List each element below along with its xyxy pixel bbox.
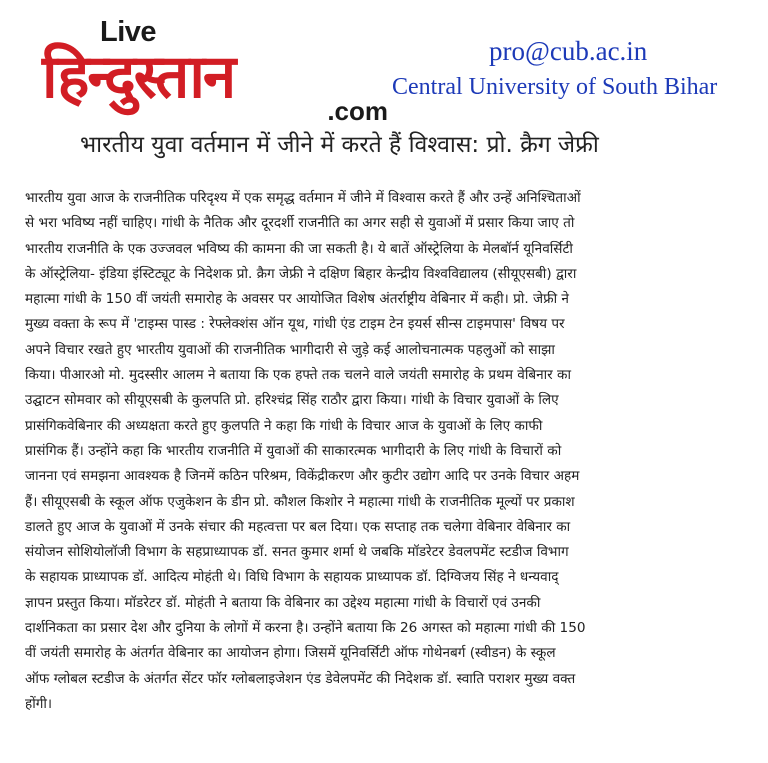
article-line: हैं। सीयूएसबी के स्कूल ऑफ एजुकेशन के डीन प्रो. कौशल किशोर ने महात्मा गांधी के राजनीतिक मूल्यों पर प्रकाश: [25, 493, 575, 510]
article-line: डालते हुए आज के युवाओं में उनके संचार की महत्वत्ता पर बल दिया। एक सप्ताह तक चलेगा वेबिनार वेबिनार का: [25, 518, 571, 535]
article-line: अपने विचार रखते हुए भारतीय युवाओं की राजनीतिक भागीदारी से जुड़े कई आलोचनात्मक पहलुओं को साझा: [25, 341, 555, 358]
article-line: वीं जयंती समारोह के अंतर्गत वेबिनार का आयोजन होगा। जिसमें यूनिवर्सिटी ऑफ गोथेनबर्ग (स्वीडन) के स्कूल: [25, 645, 556, 662]
article-line: महात्मा गांधी के 150 वीं जयंती समारोह के अवसर पर आयोजित विशेष अंतर्राष्ट्रीय वेबिनार में कही। प्रो. जेफ्री ने: [25, 291, 569, 308]
article-line: उद्घाटन सोमवार को सीयूएसबी के कुलपति प्रो. हरिश्चंद्र सिंह राठौर द्वारा किया। गांधी के विचार युवाओं के लिए: [25, 392, 559, 409]
article-line: मुख्य वक्ता के रूप में 'टाइम्स पास्ड : रेफ्लेक्शंस ऑन यूथ, गांधी एंड टाइम टेन इयर्स सीन्स टाइमपास' विषय पर: [25, 316, 565, 333]
masthead-logo: [42, 14, 388, 126]
article-line: होंगी।: [25, 695, 53, 712]
article-line: ज्ञापन प्रस्तुत किया। मॉडरेटर डॉ. मोहंती ने बताया कि वेबिनार का उद्देश्य महात्मा गांधी के विचारों एवं उनकी: [25, 594, 541, 611]
article-line: किया। पीआरओ मो. मुदस्सीर आलम ने बताया कि एक हफ्ते तक चलने वाले जयंती समारोह के प्रथम वेबिनार का: [25, 367, 572, 384]
article-line: भारतीय युवा आज के राजनीतिक परिदृश्य में एक समृद्ध वर्तमान में जीने में विश्वास करते हैं और उन्हें अनिश्चिताओं: [25, 190, 581, 206]
logo-com-text: .com: [327, 96, 388, 126]
article-line: प्रासंगिकवेबिनार की अध्यक्षता करते हुए कुलपति ने कहा कि गांधी के विचार आज के युवाओं के लिए काफी: [25, 417, 543, 434]
article-line: से भरा भविष्य नहीं चाहिए। गांधी के नैतिक और दूरदर्शी राजनीति का अगर सही से युवाओं में प्रसार किया जाए तो: [25, 215, 575, 232]
article-line: संयोजन सोशियोलॉजी विभाग के सहप्राध्यापक डॉ. सनत कुमार शर्मा थे जबकि मॉडरेटर डेवलपमेंट स्टडीज विभाग: [25, 544, 569, 561]
article-line: जानना एवं समझना आवश्यक है जिनमें कठिन परिश्रम, विकेंद्रीकरण और कुटीर उद्योग आदि पर उनके विचार अहम: [25, 468, 580, 485]
article-line: दार्शनिकता का प्रसार देश और दुनिया के लोगों में करना है। उन्होंने बताया कि 26 अगस्त को महात्मा गांधी की 150: [25, 620, 586, 637]
article-line: भारतीय राजनीति के एक उज्जवल भविष्य की कामना की जा सकती है। ये बातें ऑस्ट्रेलिया के मेलबॉर्न यूनिवर्सिटी: [25, 240, 573, 257]
article-line: प्रासंगिक हैं। उन्होंने कहा कि भारतीय राजनीति में युवाओं की साकारत्मक भागीदारी के लिए गांधी के विचारों को: [25, 442, 562, 459]
article-line: ऑफ ग्लोबल स्टडीज के अंतर्गत सेंटर फॉर ग्लोबलाइजेशन एंड डेवेलपमेंट की निदेशक डॉ. स्वाति पराशर मुख्य वक्त: [25, 670, 576, 687]
article-body: [25, 186, 747, 717]
article-line: के ऑस्ट्रेलिया- इंडिया इंस्टिट्यूट के निदेशक प्रो. क्रैग जेफ्री ने दक्षिण बिहार केन्द्रीय विश्वविद्यालय (सीयूएसबी) द्वारा: [25, 265, 577, 282]
article-headline: भारतीय युवा वर्तमान में जीने में करते हैं विश्वास: प्रो. क्रैग जेफ्री: [80, 132, 599, 158]
contact-organization: Central University of South Bihar: [392, 74, 718, 100]
logo-live-text: Live: [100, 16, 157, 48]
contact-email: pro@cub.ac.in: [489, 36, 648, 66]
article-line: के सहायक प्राध्यापक डॉ. आदित्य मोहंती थे। विधि विभाग के सहायक प्राध्यापक डॉ. दिग्विजय सिंह ने धन्यवाद्: [25, 569, 559, 586]
logo-hindustan-text: हिन्दुस्तान: [42, 42, 235, 112]
